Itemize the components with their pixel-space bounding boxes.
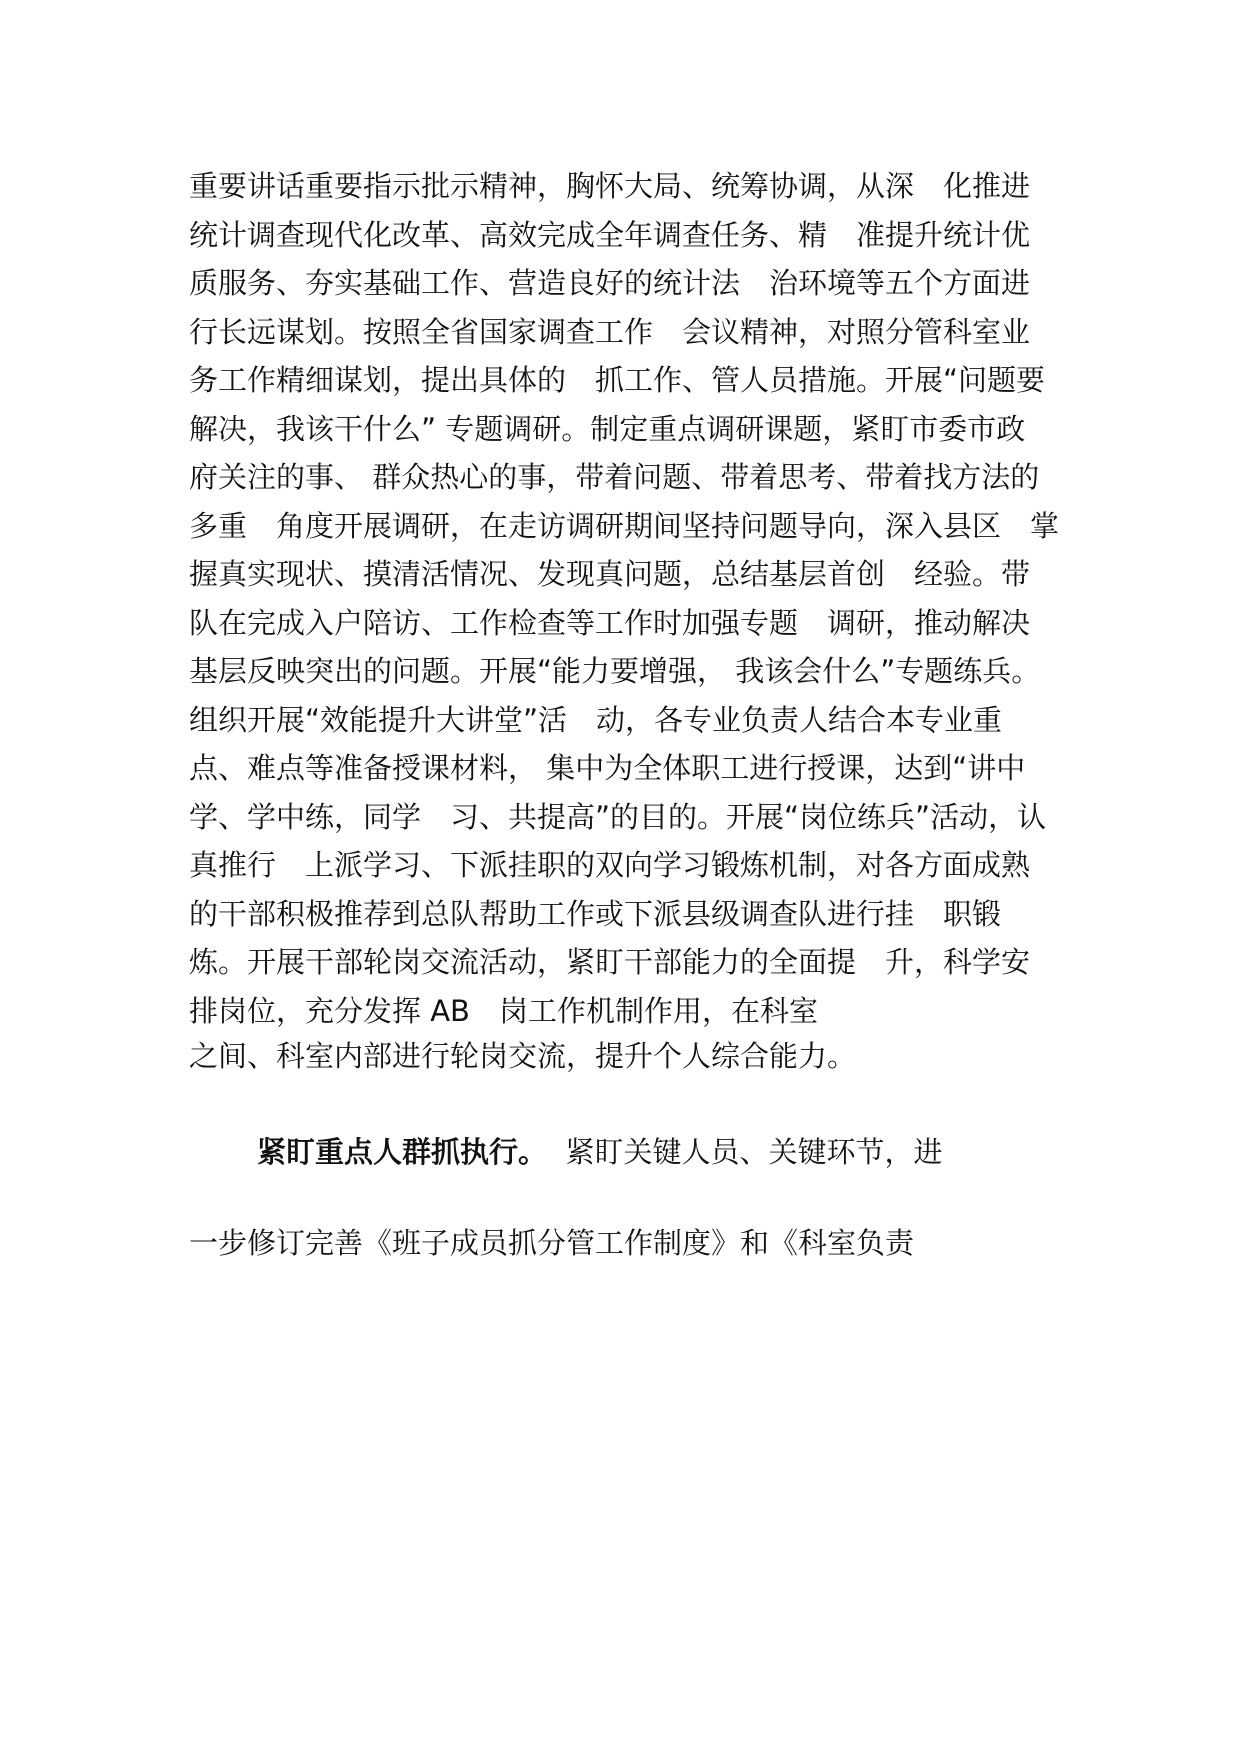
key-point-line (189, 1127, 1089, 1177)
paragraph-line: 重要讲话重要指示批示精神，胸怀大局、统筹协调，从深 化推进 (189, 169, 1031, 203)
paragraph-line: 排岗位，充分发挥 AB 岗工作机制作用，在科室 (189, 993, 818, 1028)
paragraph-line: 统计调查现代化改革、高效完成全年调查任务、精 准提升统计优 (189, 217, 1031, 252)
key-point-heading: 紧盯重点人群抓执行。 (257, 1135, 548, 1169)
paragraph-tail (189, 1031, 1089, 1081)
paragraph-line: 真推行 上派学习、下派挂职的双向学习锻炼机制，对各方面成熟 (189, 848, 1031, 882)
paragraph-line: 行长远谋划。按照全省国家调查工作 会议精神，对照分管科室业 (189, 314, 1031, 349)
paragraph-line: 组织开展“效能提升大讲堂”活 动，各专业负责人结合本专业重 (189, 702, 1003, 737)
paragraph-line: 点、难点等准备授课材料， 集中为全体职工进行授课，达到“讲中 (189, 751, 1026, 785)
paragraph-line: 的干部积极推荐到总队帮助工作或下派县级调查队进行挂 职锻 (189, 896, 1002, 931)
paragraph-line: 学、学中练，同学 习、共提高”的目的。开展“岗位练兵”活动，认 (189, 799, 1047, 834)
paragraph-line: 务工作精细谋划，提出具体的 抓工作、管人员措施。开展“问题要 (189, 363, 1046, 397)
paragraph-line: 炼。开展干部轮岗交流活动，紧盯干部能力的全面提 升，科学安 (189, 945, 1031, 979)
paragraph-line: 队在完成入户陪访、工作检查等工作时加强专题 调研，推动解决 (189, 605, 1031, 640)
paragraph-line: 多重 角度开展调研，在走访调研期间坚持问题导向，深入县区 掌 (189, 508, 1060, 543)
paragraph-line: 握真实现状、摸清活情况、发现真问题，总结基层首创 经验。带 (189, 557, 1031, 591)
paragraph-tail-line: 之间、科室内部进行轮岗交流，提升个人综合能力。 (189, 1039, 857, 1073)
continuation-line: 一步修订完善《班子成员抓分管工作制度》和《科室负责 (189, 1226, 915, 1260)
main-paragraph (189, 162, 1089, 1035)
paragraph-line: 解决，我该干什么” 专题调研。制定重点调研课题，紧盯市委市政 (189, 411, 1026, 446)
key-point-text: 紧盯关键人员、关键环节，进 (547, 1135, 943, 1169)
key-point-paragraph (189, 1127, 1089, 1177)
paragraph-line: 质服务、夯实基础工作、营造良好的统计法 治环境等五个方面进 (189, 266, 1031, 300)
paragraph-line: 基层反映突出的问题。开展“能力要增强， 我该会什么”专题练兵。 (189, 654, 1041, 688)
paragraph-line: 府关注的事、 群众热心的事，带着问题、带着思考、带着找方法的 (189, 460, 1040, 494)
continuation-paragraph (189, 1218, 1089, 1268)
